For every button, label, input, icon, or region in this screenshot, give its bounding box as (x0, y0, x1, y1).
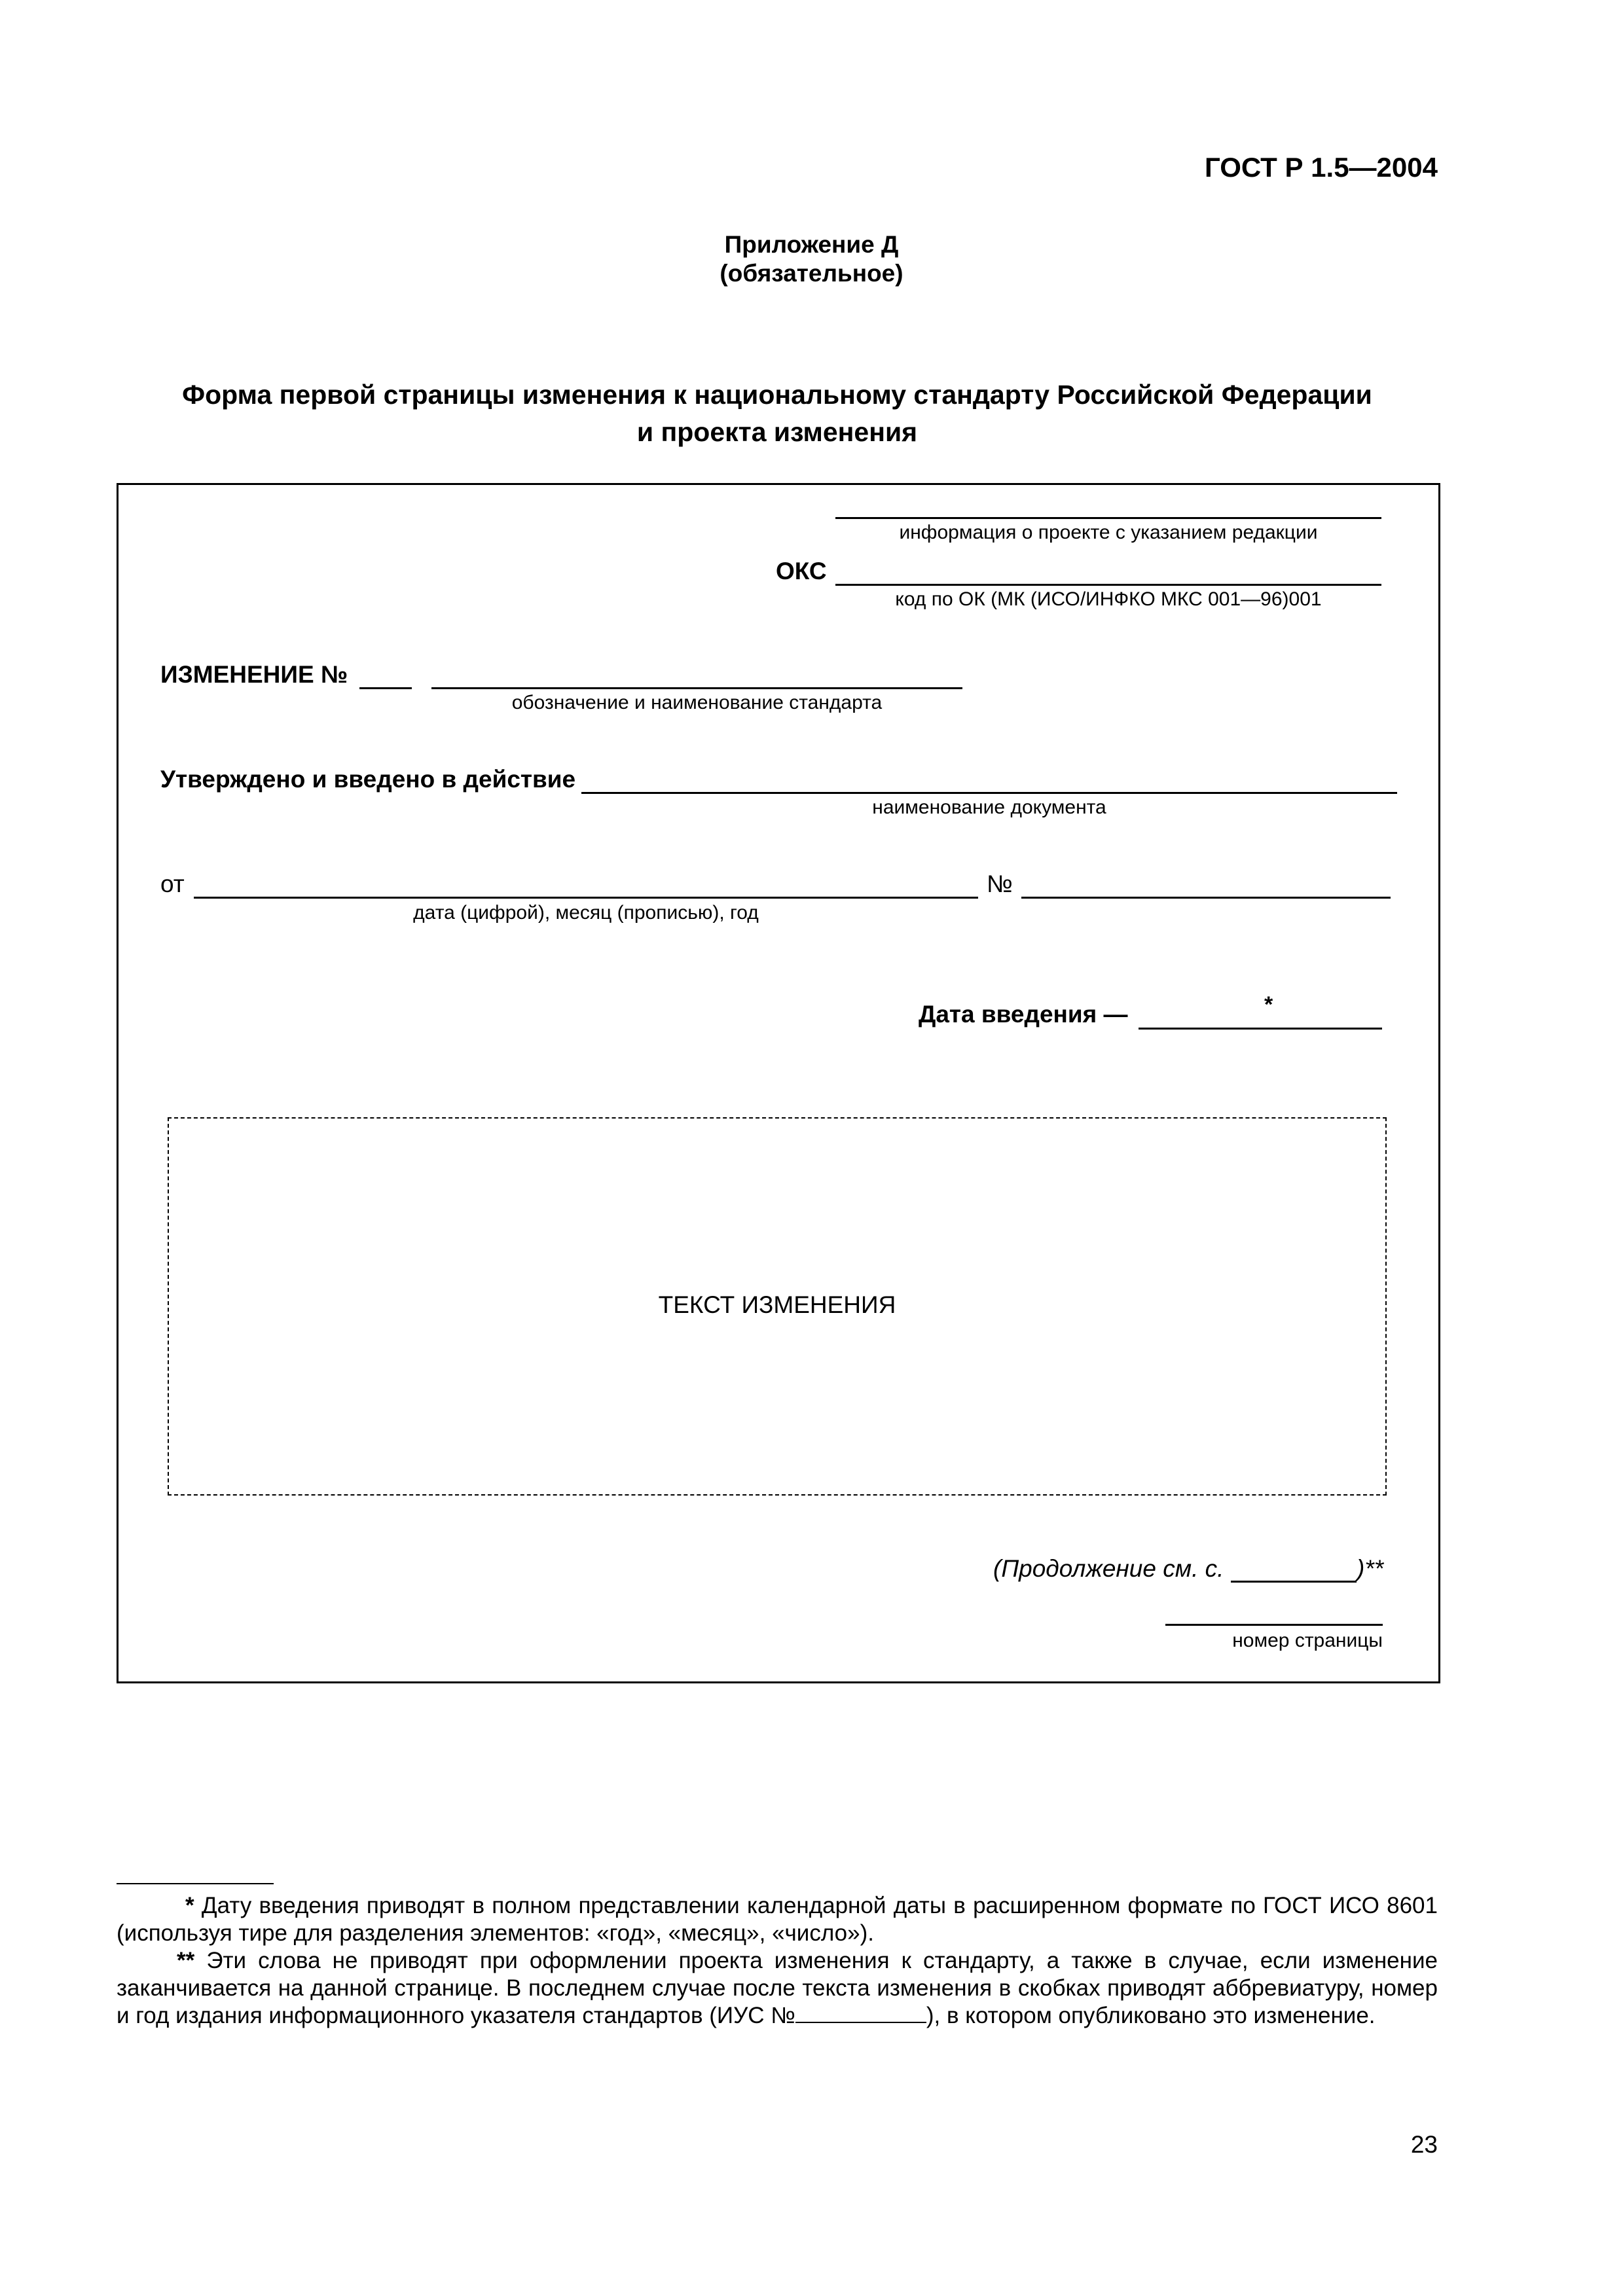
document-line (581, 792, 1397, 794)
change-number-line (359, 687, 412, 689)
standard-line (431, 687, 962, 689)
document-caption: наименование документа (872, 797, 1106, 818)
continuation-prefix: (Продолжение см. с. (993, 1555, 1224, 1582)
footnote-1-marker: * (185, 1893, 194, 1918)
standard-designation: ГОСТ Р 1.5—2004 (1204, 152, 1438, 183)
effective-date-line (1139, 1028, 1382, 1030)
number-line (1021, 897, 1391, 899)
page-number-line (1165, 1624, 1383, 1626)
footnote-2-text-b: ), в котором опубликовано это изменение. (926, 2003, 1376, 2028)
footnote-1 (117, 1892, 1438, 1947)
page-number-caption: номер страницы (1232, 1630, 1383, 1651)
from-label: от (160, 870, 185, 897)
appendix-title: Приложение Д (724, 231, 899, 258)
continuation-suffix: )** (1357, 1555, 1384, 1582)
page-number: 23 (1410, 2131, 1438, 2158)
date-caption: дата (цифрой), месяц (прописью), год (413, 902, 759, 924)
effective-date-marker: * (1264, 992, 1273, 1017)
approved-label: Утверждено и введено в действие (160, 766, 576, 793)
change-text-placeholder: ТЕКСТ ИЗМЕНЕНИЯ (658, 1291, 896, 1318)
continuation-line (1231, 1581, 1357, 1583)
footnote-2-text-a: Эти слова не приводят при оформлении проекта изменения к стандарту, а также в случае, если изменение заканчивается на данной странице. В последнем случае после текста изменения в скобках приводят аббревиатуру, номер и год издания информационного указателя стандартов (ИУС № (117, 1948, 1438, 2028)
project-info-caption: информация о проекте с указанием редакции (899, 522, 1318, 543)
date-line (194, 897, 978, 899)
effective-date-label: Дата введения — (919, 1001, 1128, 1028)
footnote-separator (117, 1883, 274, 1884)
footnote-2-marker: ** (177, 1948, 195, 1973)
appendix-status: (обязательное) (720, 260, 903, 287)
footnote-2-blank (795, 2003, 926, 2023)
footnotes (117, 1892, 1438, 2030)
number-label: № (987, 870, 1013, 897)
form-title-line2: и проекта изменения (636, 417, 918, 447)
form-title-line1: Форма первой страницы изменения к национальному стандарту Российской Федерации (182, 380, 1372, 410)
change-label: ИЗМЕНЕНИЕ № (160, 661, 348, 688)
project-info-line (835, 517, 1381, 519)
standard-caption: обозначение и наименование стандарта (511, 692, 883, 713)
oks-label: ОКС (776, 558, 827, 584)
oks-line (835, 584, 1381, 586)
footnote-1-text: Дату введения приводят в полном представлении календарной даты в расширенном формате по ГОСТ ИСО 8601 (используя тире для разделения элементов: «год», «месяц», «число»). (117, 1893, 1438, 1946)
oks-caption: код по ОК (МК (ИСО/ИНФКО МКС 001—96)001 (895, 588, 1322, 610)
footnote-2 (117, 1947, 1438, 2030)
